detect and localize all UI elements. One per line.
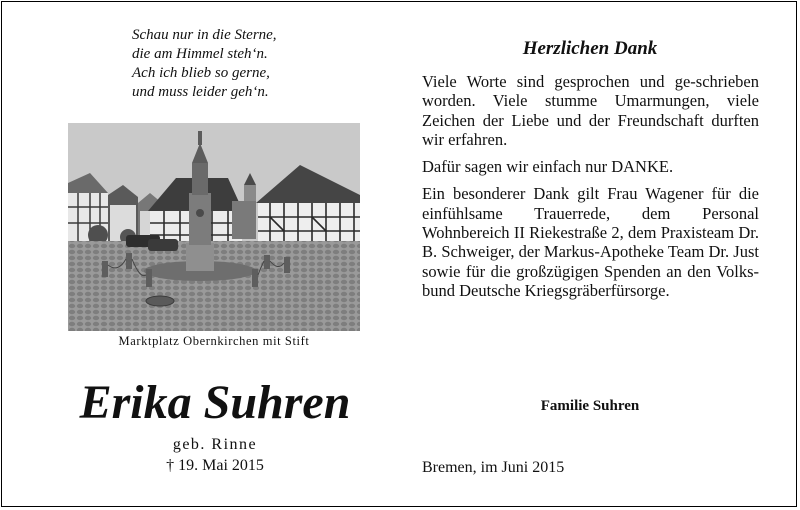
- poem-line: Schau nur in die Sterne,: [132, 27, 277, 43]
- poem-line: und muss leider geh‘n.: [132, 84, 269, 100]
- maiden-name: geb. Rinne: [172, 436, 258, 453]
- poem: [132, 26, 277, 102]
- poem-line: die am Himmel steh‘n.: [132, 46, 268, 62]
- market-square-photo: [68, 123, 360, 331]
- thanks-title: Herzlichen Dank: [522, 38, 658, 59]
- photo-caption: Marktplatz Obernkirchen mit Stift: [118, 334, 310, 348]
- deceased-name: Erika Suhren: [79, 376, 351, 429]
- poem-line: Ach ich blieb so gerne,: [132, 65, 270, 81]
- thanks-paragraph: Dafür sagen wir einfach nur DANKE.: [422, 157, 674, 177]
- thanks-text: [422, 72, 759, 308]
- car: [148, 239, 178, 251]
- death-date: † 19. Mai 2015: [166, 457, 264, 474]
- thanks-paragraph: Viele Worte sind gesprochen und ge-schrieben worden. Viele stumme Umarmungen, viele Zeichen der Liebe und der Freundschaft durften wir erfahren.: [422, 72, 759, 149]
- thanks-paragraph: Ein besonderer Dank gilt Frau Wagener für die einfühlsame Trauerrede, dem Personal Wohnbereich II Riekestraße 2, dem Praxisteam Dr. B. Schweiger, der Markus-Apotheke Team Dr. Just sowie für die großzügigen Spenden an den Volks-bund Deutsche Kriegsgräberfürsorge.: [422, 184, 759, 300]
- place-date: Bremen, im Juni 2015: [422, 459, 565, 476]
- family-signature: Familie Suhren: [540, 398, 640, 414]
- manhole: [146, 296, 174, 306]
